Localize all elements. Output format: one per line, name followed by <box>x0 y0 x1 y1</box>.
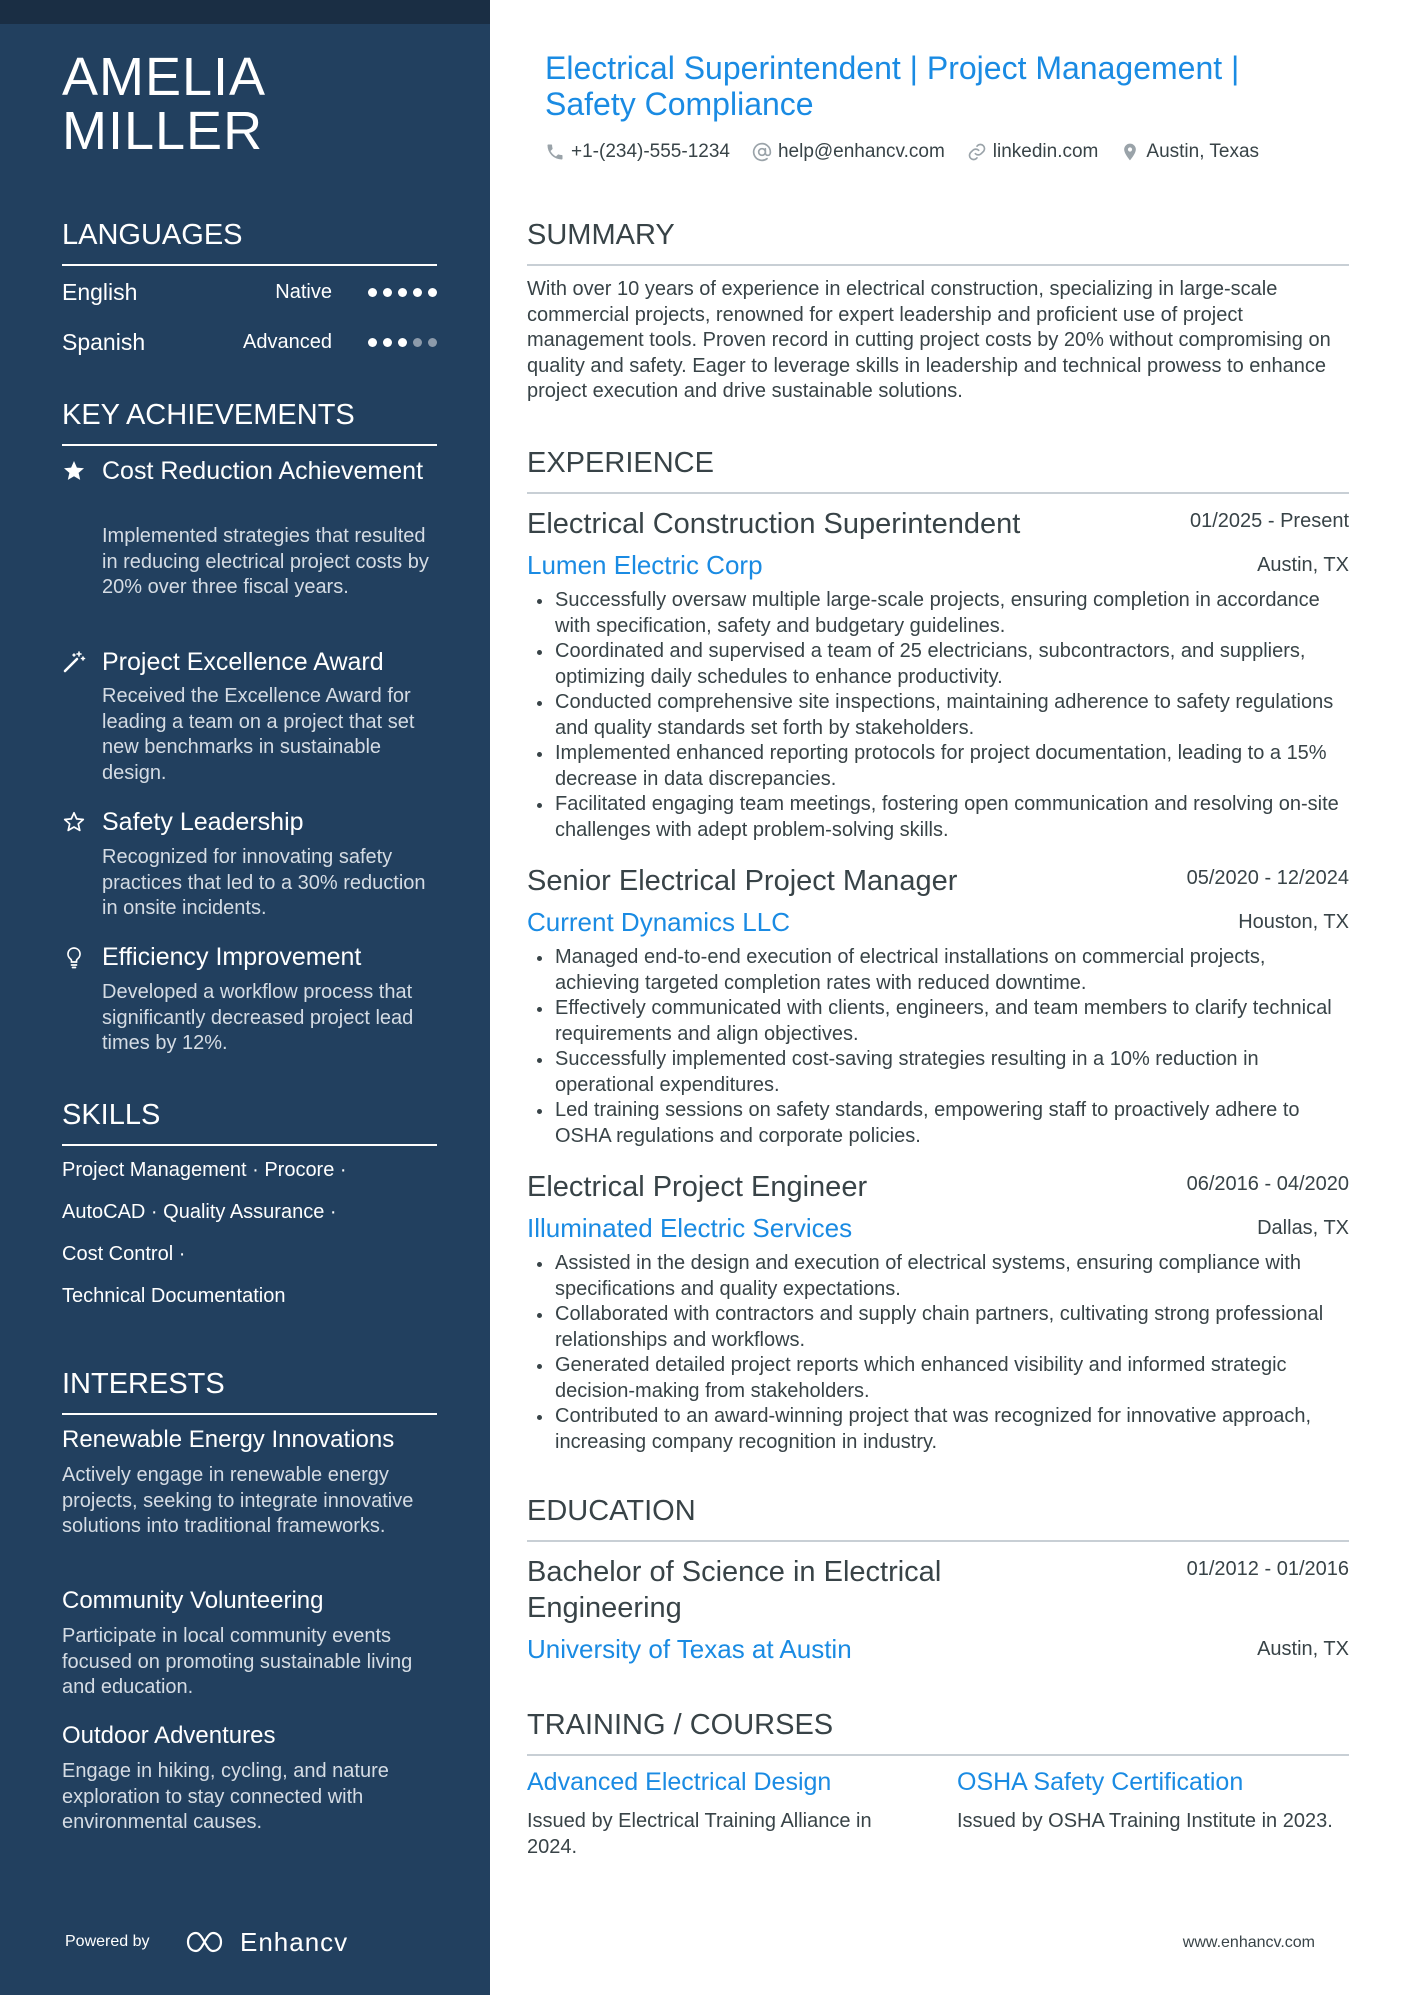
skill-line: Cost Control · <box>62 1243 186 1265</box>
language-level: Advanced <box>243 331 332 353</box>
job-title: Senior Electrical Project Manager <box>527 865 958 897</box>
education-heading: EDUCATION <box>527 1494 1349 1542</box>
candidate-name <box>62 47 267 161</box>
rating-dot <box>368 288 377 297</box>
skill-line: Project Management · Procore · <box>62 1159 347 1181</box>
course-title: Advanced Electrical Design <box>527 1768 832 1796</box>
contact-email[interactable] <box>752 141 945 163</box>
job-bullets <box>527 1251 1349 1455</box>
language-rating <box>368 338 437 348</box>
rating-dot <box>428 338 437 347</box>
language-rating <box>368 288 437 298</box>
bullet-item: Facilitated engaging team meetings, fostering open communication and resolving on-site challenges with adept problem-solving skills. <box>527 792 1349 843</box>
degree-line: Engineering <box>527 1592 682 1624</box>
company-name[interactable]: Current Dynamics LLC <box>527 907 790 937</box>
job-dates: 01/2025 - Present <box>1190 510 1349 532</box>
bullet-item: Contributed to an award-winning project that was recognized for innovative approach, increasing company recognition in industry. <box>527 1404 1349 1455</box>
course-description: Issued by OSHA Training Institute in 2023. <box>957 1810 1333 1832</box>
job-title: Electrical Project Engineer <box>527 1171 868 1203</box>
interest-title: Community Volunteering <box>62 1587 324 1614</box>
achievements-heading: KEY ACHIEVEMENTS <box>62 398 437 446</box>
enhancv-logo[interactable] <box>184 1924 348 1960</box>
rating-dot <box>398 288 407 297</box>
languages-heading: LANGUAGES <box>62 218 437 266</box>
sidebar <box>0 0 490 1995</box>
bullet-item: Assisted in the design and execution of electrical systems, ensuring compliance with specifications and quality expectations. <box>527 1251 1349 1302</box>
phone-icon <box>545 142 565 162</box>
magic-wand-icon <box>62 650 86 674</box>
language-level: Native <box>275 281 332 303</box>
language-row <box>62 276 437 308</box>
bullet-item: Collaborated with contractors and supply chain partners, cultivating strong professional relationships and workflows. <box>527 1302 1349 1353</box>
job-dates: 06/2016 - 04/2020 <box>1186 1173 1349 1195</box>
bullet-item: Conducted comprehensive site inspections, maintaining adherence to safety regulations and quality standards set forth by stakeholders. <box>527 690 1349 741</box>
at-sign-icon <box>752 142 772 162</box>
lightbulb-icon <box>62 945 86 969</box>
rating-dot <box>428 288 437 297</box>
bullet-item: Successfully oversaw multiple large-scale projects, ensuring completion in accordance with specification, safety and budgetary guidelines. <box>527 588 1349 639</box>
rating-dot <box>383 338 392 347</box>
degree-line: Bachelor of Science in Electrical <box>527 1556 942 1588</box>
language-name: Spanish <box>62 329 146 355</box>
school-name[interactable]: University of Texas at Austin <box>527 1634 852 1664</box>
rating-dot <box>368 338 377 347</box>
degree-title <box>527 1554 1127 1626</box>
interest-title: Renewable Energy Innovations <box>62 1426 395 1453</box>
course-description: Issued by Electrical Training Alliance in 2024. <box>527 1810 872 1858</box>
job-location: Houston, TX <box>1238 911 1349 933</box>
job-location: Austin, TX <box>1257 554 1349 576</box>
star-outline-icon <box>62 810 86 834</box>
enhancv-logo-text: Enhancv <box>240 1926 349 1957</box>
headline-line: Safety Compliance <box>545 86 814 122</box>
headline <box>545 50 1305 122</box>
achievement-title: Cost Reduction Achievement <box>102 457 424 485</box>
company-name[interactable]: Illuminated Electric Services <box>527 1213 853 1243</box>
enhancv-logo-icon <box>184 1928 232 1956</box>
skill-line: AutoCAD · Quality Assurance · <box>62 1201 337 1223</box>
achievement-title: Project Excellence Award <box>102 648 384 676</box>
interest-title: Outdoor Adventures <box>62 1722 276 1749</box>
contact-phone[interactable] <box>545 141 730 163</box>
rating-dot <box>413 338 422 347</box>
skills-heading: SKILLS <box>62 1098 437 1146</box>
bullet-item: Effectively communicated with clients, engineers, and team members to clarify technical requirements and align objectives. <box>527 996 1349 1047</box>
email-text: help@enhancv.com <box>777 141 945 162</box>
bullet-item: Successfully implemented cost-saving strategies resulting in a 10% reduction in operational expenditures. <box>527 1047 1349 1098</box>
achievement-description: Implemented strategies that resulted in reducing electrical project costs by 20% over three fiscal years. <box>102 525 429 598</box>
company-name[interactable]: Lumen Electric Corp <box>527 550 763 580</box>
achievement-description: Developed a workflow process that significantly decreased project lead times by 12%. <box>102 981 414 1054</box>
interest-description: Engage in hiking, cycling, and nature exploration to stay connected with environmental causes. <box>62 1760 389 1833</box>
job-dates: 05/2020 - 12/2024 <box>1186 867 1349 889</box>
interest-description: Actively engage in renewable energy projects, seeking to integrate innovative solutions into traditional frameworks. <box>62 1464 414 1537</box>
bullet-item: Led training sessions on safety standards, empowering staff to proactively adhere to OSHA regulations and corporate policies. <box>527 1098 1349 1149</box>
headline-line: Electrical Superintendent | Project Management | <box>545 50 1240 86</box>
interests-heading: INTERESTS <box>62 1367 437 1415</box>
rating-dot <box>383 288 392 297</box>
education-dates: 01/2012 - 01/2016 <box>1186 1558 1349 1580</box>
link-icon <box>967 142 987 162</box>
rating-dot <box>413 288 422 297</box>
powered-by-label: Powered by <box>65 1933 150 1950</box>
rating-dot <box>398 338 407 347</box>
job-title: Electrical Construction Superintendent <box>527 508 1021 540</box>
contact-bar <box>545 138 1281 166</box>
location-pin-icon <box>1120 142 1140 162</box>
achievement-description: Received the Excellence Award for leading a team on a project that set new benchmarks in sustainable design. <box>102 685 415 784</box>
contact-linkedin[interactable] <box>967 141 1099 163</box>
achievement-title: Efficiency Improvement <box>102 943 362 971</box>
achievement-description: Recognized for innovating safety practices that led to a 30% reduction in onsite incidents. <box>102 846 426 919</box>
footer-url[interactable]: www.enhancv.com <box>1182 1934 1315 1951</box>
bullet-item: Managed end-to-end execution of electrical installations on commercial projects, achieving targeted completion rates with reduced downtime. <box>527 945 1349 996</box>
summary-heading: SUMMARY <box>527 218 1349 266</box>
school-location: Austin, TX <box>1257 1638 1349 1660</box>
job-bullets <box>527 945 1349 1149</box>
training-heading: TRAINING / COURSES <box>527 1708 1349 1756</box>
language-row <box>62 326 437 358</box>
phone-text: +1-(234)-555-1234 <box>571 141 730 162</box>
bullet-item: Coordinated and supervised a team of 25 electricians, subcontractors, and suppliers, optimizing daily schedules to enhance productivity. <box>527 639 1349 690</box>
job-bullets <box>527 588 1349 843</box>
contact-location <box>1120 141 1259 163</box>
course-title: OSHA Safety Certification <box>957 1768 1244 1796</box>
first-name: AMELIA <box>62 47 267 107</box>
experience-heading: EXPERIENCE <box>527 446 1349 494</box>
language-name: English <box>62 279 138 305</box>
skill-line: Technical Documentation <box>62 1285 286 1307</box>
bullet-item: Generated detailed project reports which enhanced visibility and informed strategic decision-making from stakeholders. <box>527 1353 1349 1404</box>
linkedin-text: linkedin.com <box>992 141 1099 162</box>
job-location: Dallas, TX <box>1257 1217 1349 1239</box>
bullet-item: Implemented enhanced reporting protocols for project documentation, leading to a 15% decrease in data discrepancies. <box>527 741 1349 792</box>
achievement-title: Safety Leadership <box>102 808 304 836</box>
sidebar-top-strip <box>0 0 490 24</box>
location-text: Austin, Texas <box>1146 141 1260 162</box>
interest-description: Participate in local community events focused on promoting sustainable living and education. <box>62 1625 413 1698</box>
last-name: MILLER <box>62 101 264 161</box>
summary-text: With over 10 years of experience in electrical construction, specializing in large-scale commercial projects, renowned for expert leadership and proficient use of project management tools. Proven record in cutting project costs by 20% without compromising on quality and safety. Eager to leverage skills in leadership and technical prowess to enhance project execution and drive sustainable solutions. <box>527 278 1331 402</box>
star-filled-icon <box>62 459 86 483</box>
